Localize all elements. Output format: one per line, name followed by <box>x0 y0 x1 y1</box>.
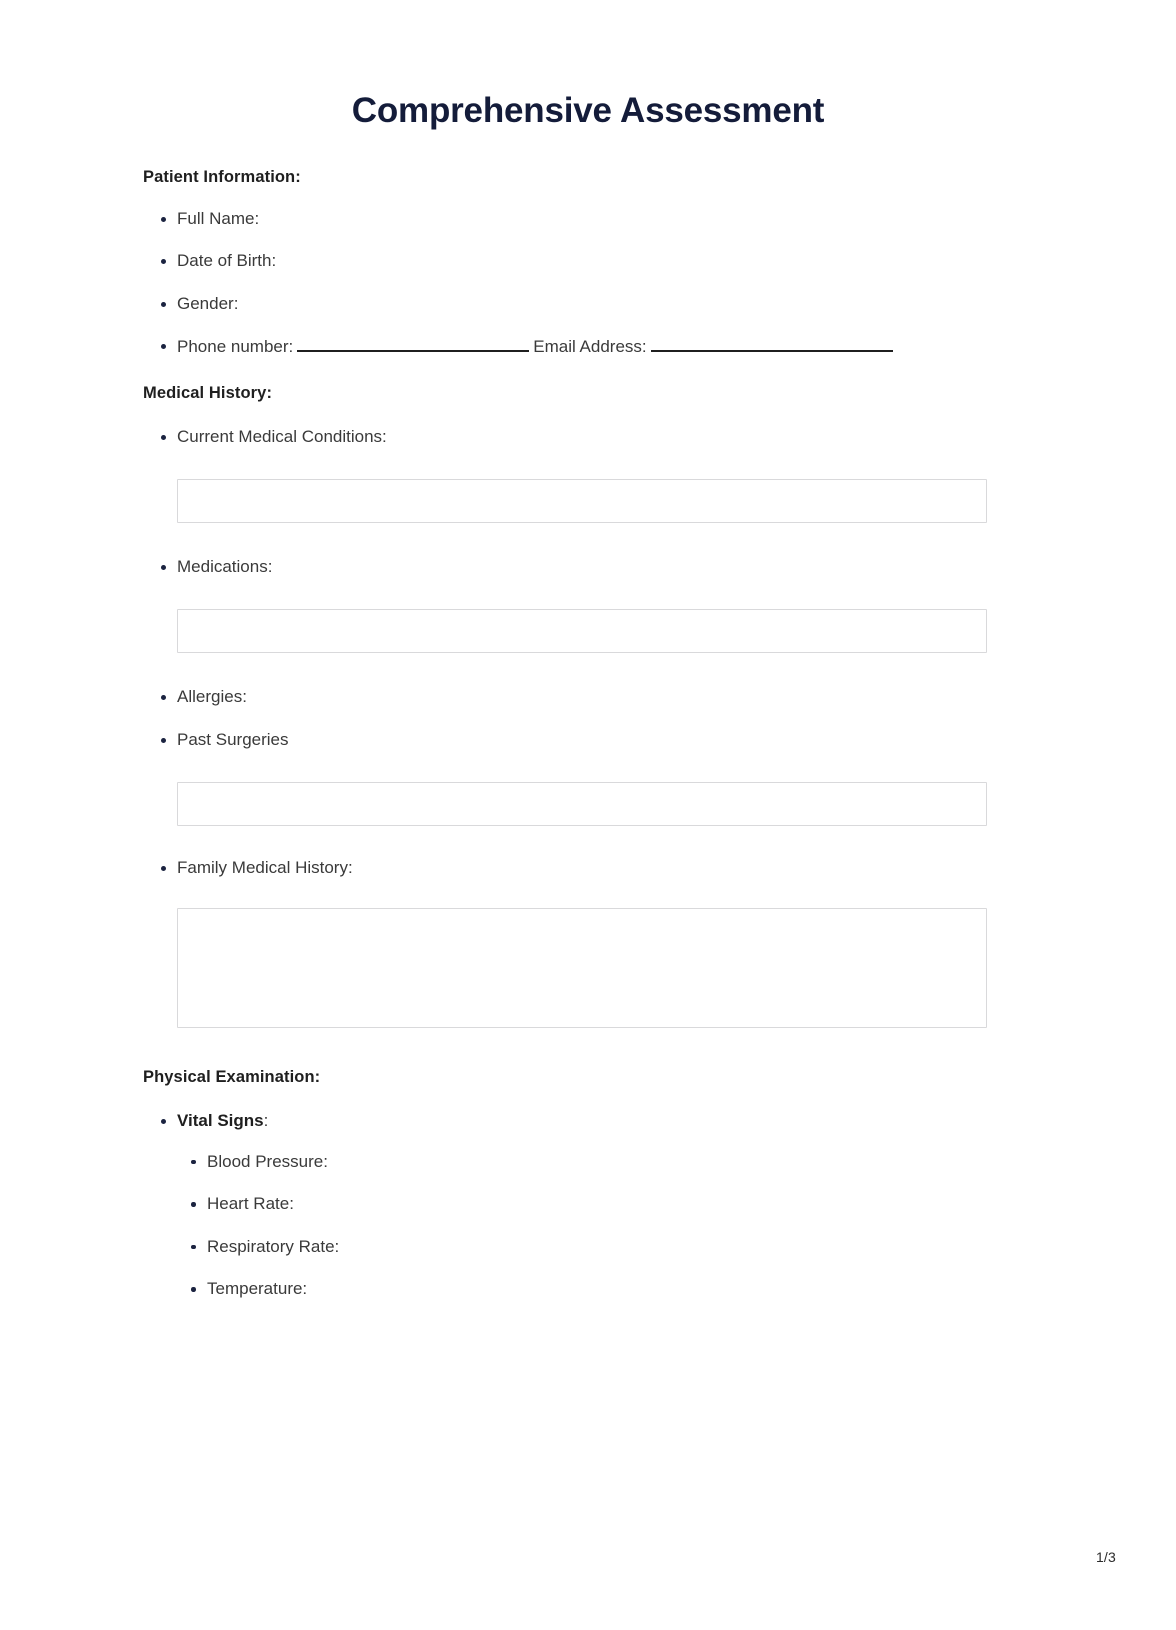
field-label-temperature: Temperature: <box>207 1279 308 1299</box>
field-label-respiratory-rate: Respiratory Rate: <box>207 1236 340 1256</box>
bullet-dot-icon <box>161 738 166 743</box>
bullet-dot-icon <box>161 435 166 440</box>
bullet-dot-icon <box>161 259 166 264</box>
bullet-dot-icon <box>191 1202 196 1207</box>
document-body <box>143 168 1033 1299</box>
bullet-dot-icon <box>161 217 166 222</box>
field-row-respiratory-rate <box>143 1237 1033 1257</box>
field-row-heart-rate <box>143 1194 1033 1214</box>
answer-box-medications[interactable] <box>177 609 987 653</box>
field-label-gender: Gender: <box>177 293 239 313</box>
field-label-family-medical-history: Family Medical History: <box>177 858 353 878</box>
field-label-medications: Medications: <box>177 556 273 576</box>
field-label-vital-signs: Vital Signs <box>177 1111 264 1131</box>
answer-box-family-medical-history[interactable] <box>177 908 987 1028</box>
field-label-date-of-birth: Date of Birth: <box>177 251 277 271</box>
field-row-blood-pressure <box>143 1152 1033 1172</box>
bullet-dot-icon <box>161 565 166 570</box>
field-label-phone-number: Phone number: <box>177 337 294 357</box>
field-row-date-of-birth <box>143 251 1033 271</box>
bullet-dot-icon <box>161 866 166 871</box>
fill-in-line-phone-number[interactable] <box>297 336 529 352</box>
bullet-dot-icon <box>161 695 166 700</box>
field-row-vital-signs <box>143 1111 1033 1131</box>
field-row-current-medical-conditions <box>143 427 1033 447</box>
section-heading-physical-examination: Physical Examination: <box>143 1068 321 1087</box>
answer-box-past-surgeries[interactable] <box>177 782 987 826</box>
bullet-dot-icon <box>191 1287 196 1292</box>
page-number: 1/3 <box>1095 1549 1116 1565</box>
field-row-temperature <box>143 1279 1033 1299</box>
field-label-allergies: Allergies: <box>177 687 247 707</box>
bullet-dot-icon <box>161 1119 166 1124</box>
answer-box-current-medical-conditions[interactable] <box>177 479 987 523</box>
field-label-past-surgeries: Past Surgeries <box>177 729 289 749</box>
bullet-dot-icon <box>191 1160 196 1165</box>
field-label-blood-pressure: Blood Pressure: <box>207 1151 328 1171</box>
bullet-dot-icon <box>191 1245 196 1250</box>
field-label-full-name: Full Name: <box>177 209 260 228</box>
section-heading-medical-history: Medical History: <box>143 383 273 402</box>
section-heading-patient-information: Patient Information: <box>143 168 301 186</box>
field-row-full-name <box>143 209 1033 229</box>
bullet-dot-icon <box>161 344 166 349</box>
field-row-gender <box>143 294 1033 314</box>
field-label-vital-signs-suffix: : <box>263 1111 269 1131</box>
field-row-phone-and-email <box>143 336 1033 357</box>
field-row-family-medical-history <box>143 858 1033 878</box>
field-row-allergies <box>143 687 1033 707</box>
field-row-past-surgeries <box>143 730 1033 750</box>
field-row-medications <box>143 557 1033 577</box>
page-title: Comprehensive Assessment <box>351 91 825 130</box>
field-label-email-address: Email Address: <box>533 337 647 357</box>
fill-in-line-email-address[interactable] <box>651 336 893 352</box>
bullet-dot-icon <box>161 302 166 307</box>
field-label-heart-rate: Heart Rate: <box>207 1194 294 1214</box>
field-label-current-medical-conditions: Current Medical Conditions: <box>177 426 387 446</box>
